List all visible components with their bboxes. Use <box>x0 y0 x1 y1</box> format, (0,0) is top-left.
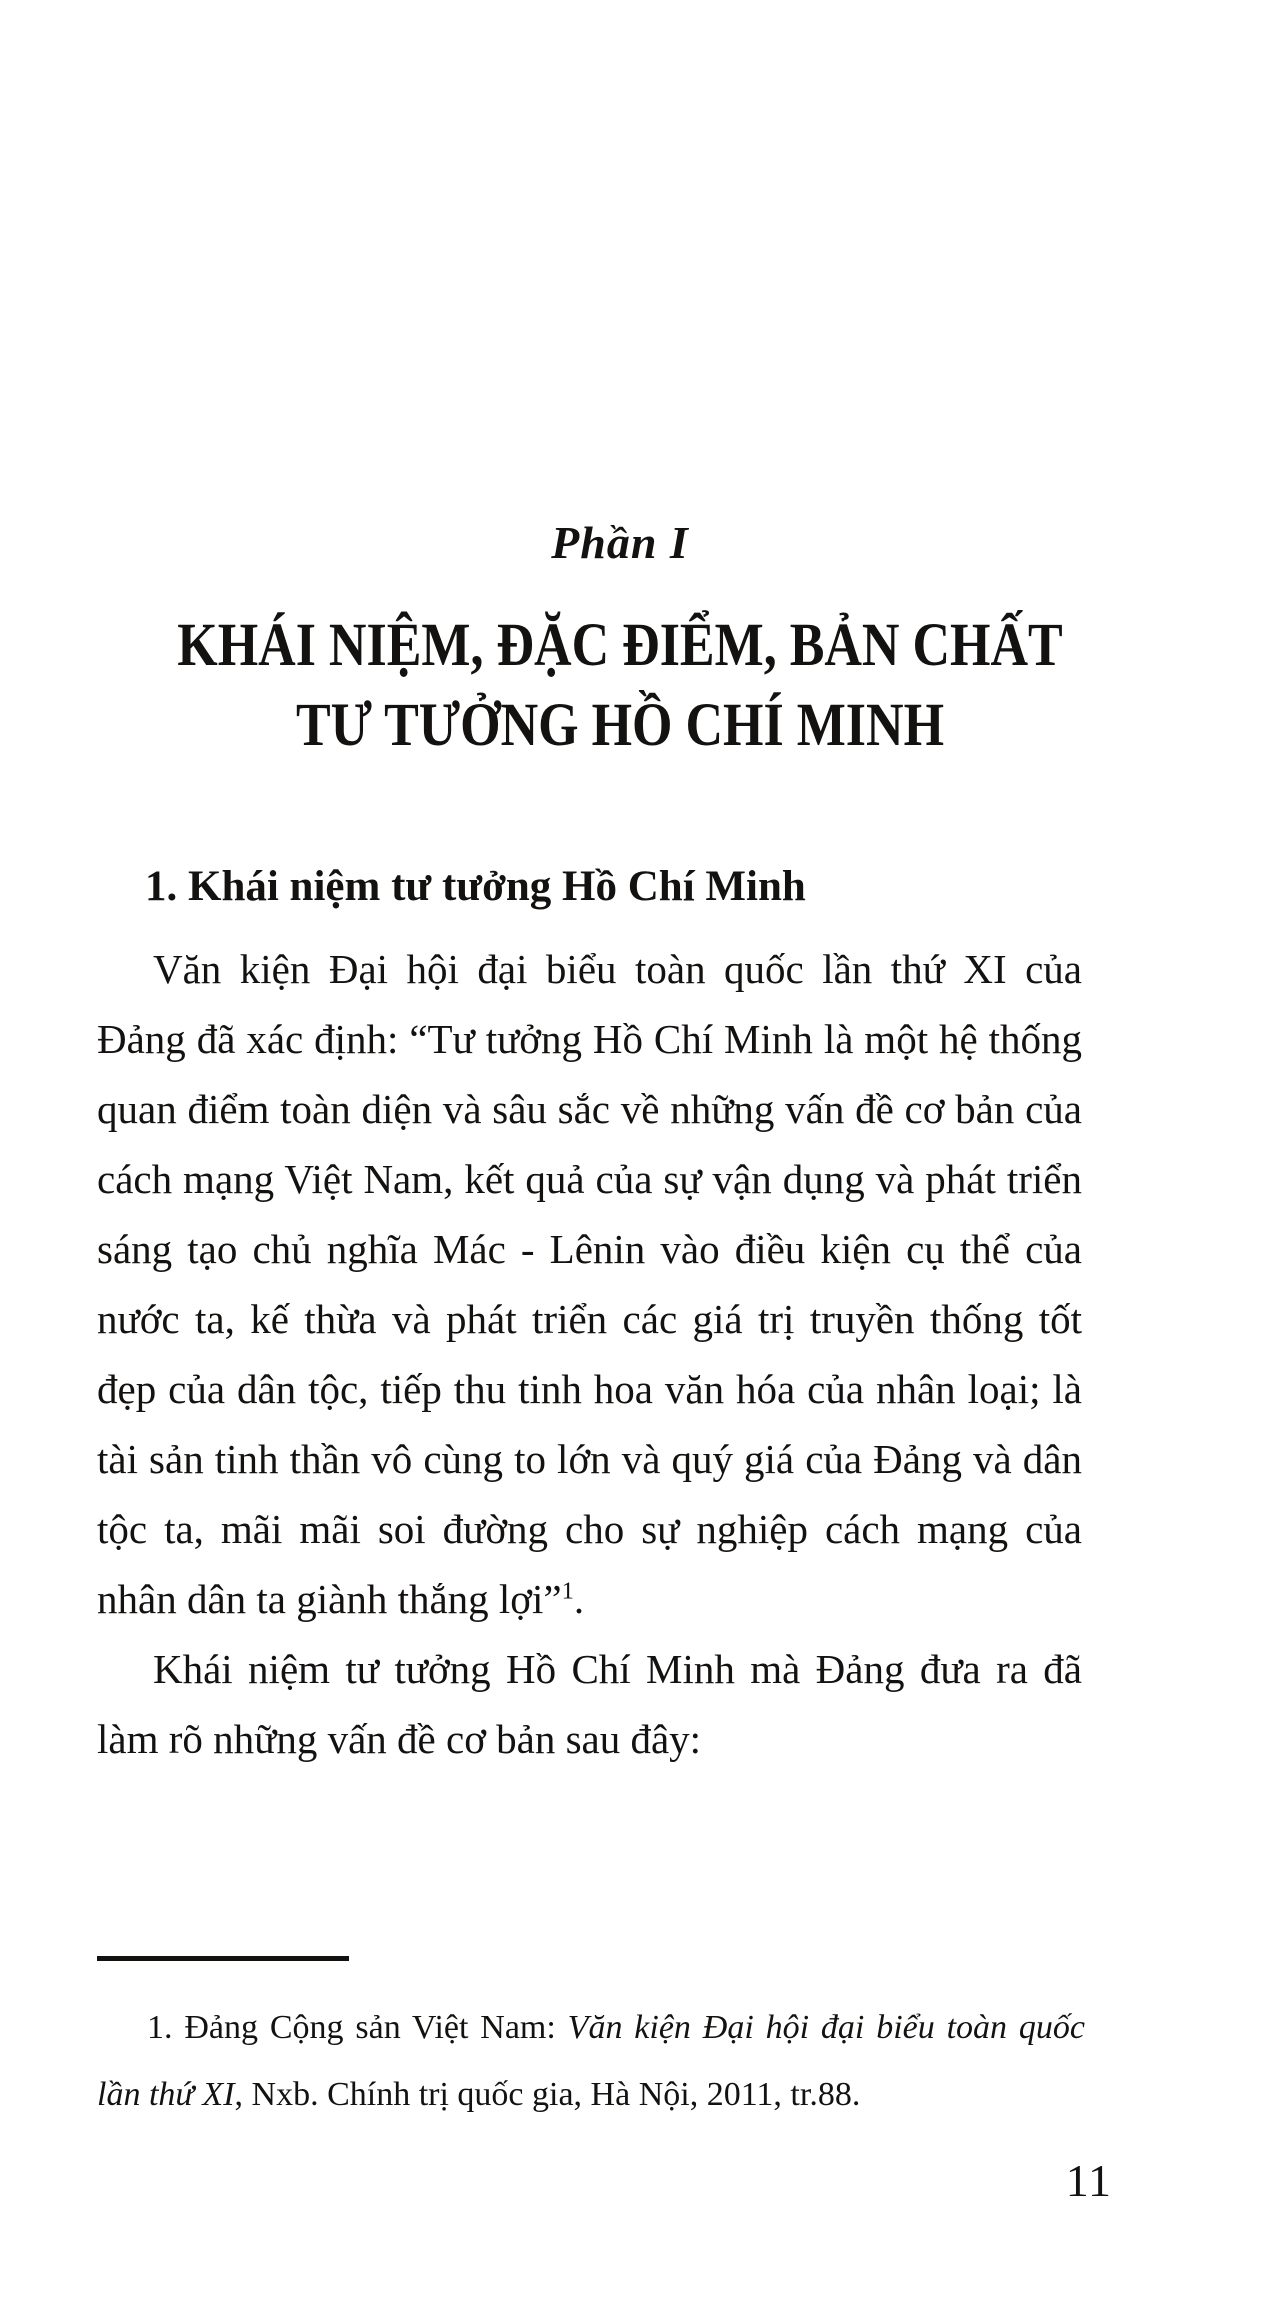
body-text <box>97 934 1082 1774</box>
part-label: Phần I <box>551 517 689 568</box>
paragraph-1-text: Văn kiện Đại hội đại biểu toàn quốc lần thứ XI của Đảng đã xác định: “Tư tưởng Hồ Chí Minh là một hệ thống quan điểm toàn diện và sâu sắc về những vấn đề cơ bản của cách mạng Việt Nam, kết quả của sự vận dụng và phát triển sáng tạo chủ nghĩa Mác - Lênin vào điều kiện cụ thể của nước ta, kế thừa và phát triển các giá trị truyền thống tốt đẹp của dân tộc, tiếp thu tinh hoa văn hóa của nhân loại; là tài sản tinh thần vô cùng to lớn và quý giá của Đảng và dân tộc ta, mãi mãi soi đường cho sự nghiệp cách mạng của nhân dân ta giành thắng lợi” <box>97 946 1082 1622</box>
page-number: 11 <box>1065 2155 1112 2206</box>
footnote-divider <box>97 1956 349 1961</box>
footnote-prefix: 1. Đảng Cộng sản Việt Nam: <box>147 2009 568 2046</box>
paragraph-1-terminator: . <box>573 1576 585 1622</box>
footnote <box>97 1994 1085 2128</box>
chapter-title-line2: TƯ TƯỞNG HỒ CHÍ MINH <box>295 692 945 760</box>
section-heading: 1. Khái niệm tư tưởng Hồ Chí Minh <box>145 863 806 910</box>
paragraph-1 <box>97 934 1082 1634</box>
footnote-suffix: , Nxb. Chính trị quốc gia, Hà Nội, 2011, tr.88. <box>234 2076 861 2113</box>
chapter-title-line1: KHÁI NIỆM, ĐẶC ĐIỂM, BẢN CHẤT <box>177 611 1063 680</box>
chapter-title <box>0 606 1240 766</box>
paragraph-2: Khái niệm tư tưởng Hồ Chí Minh mà Đảng đưa ra đã làm rõ những vấn đề cơ bản sau đây: <box>97 1646 1082 1762</box>
footnote-source-title: Văn kiện Đại hội đại biểu toàn quốc lần thứ XI <box>97 2009 1085 2113</box>
footnote-reference-mark: 1 <box>561 1577 574 1605</box>
